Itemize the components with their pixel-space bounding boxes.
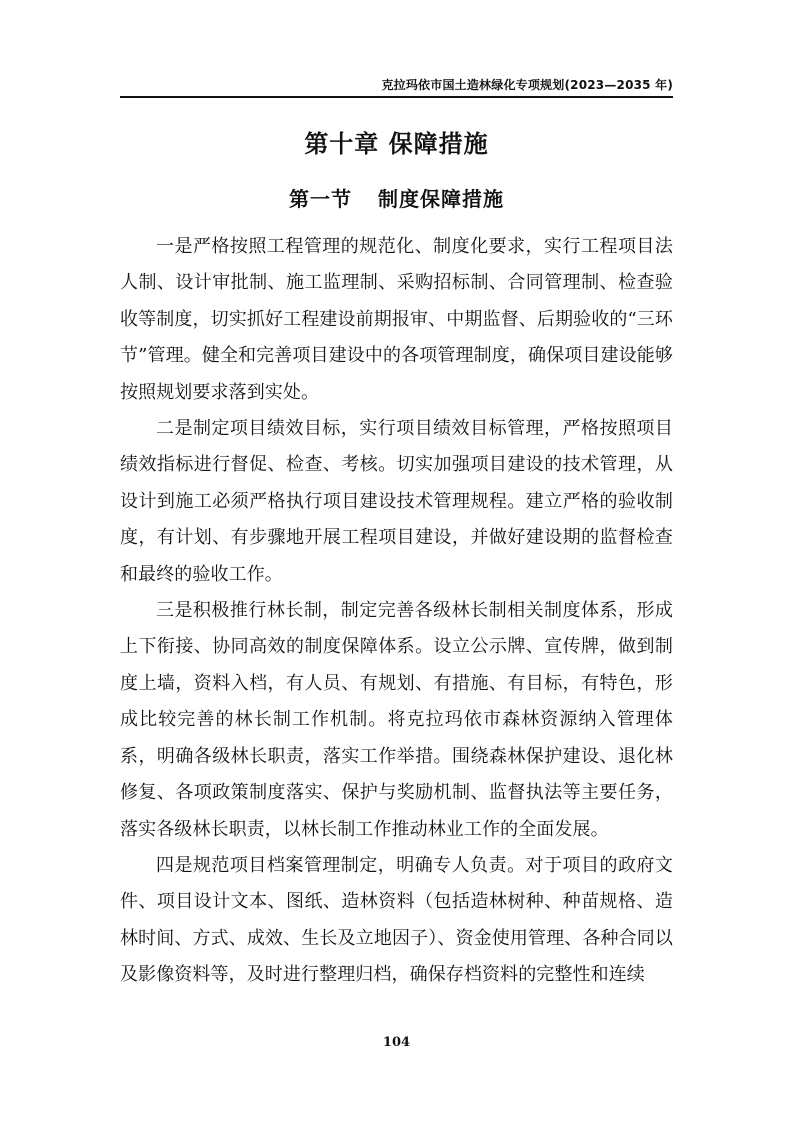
section-number: 第一节 [289, 187, 352, 211]
body-text [120, 229, 673, 994]
paragraph-3: 三是积极推行林长制，制定完善各级林长制相关制度体系，形成上下衔接、协同高效的制度保障体系。设立公示牌、宣传牌，做到制度上墙，资料入档，有人员、有规划、有措施、有目标，有特色，形成比较完善的林长制工作机制。将克拉玛依市森林资源纳入管理体系，明确各级林长职责，落实工作举措。围绕森林保护建设、退化林修复、各项政策制度落实、保护与奖励机制、监督执法等主要任务，落实各级林长职责，以林长制工作推动林业工作的全面发展。 [120, 600, 673, 840]
paragraph-1: 一是严格按照工程管理的规范化、制度化要求，实行工程项目法人制、设计审批制、施工监理制、采购招标制、合同管理制、检查验收等制度，切实抓好工程建设前期报审、中期监督、后期验收的“三环节”管理。健全和完善项目建设中的各项管理制度，确保项目建设能够按照规划要求落到实处。 [120, 236, 673, 403]
page-number: 104 [382, 1035, 411, 1050]
header-rule [120, 96, 673, 98]
paragraph-2: 二是制定项目绩效目标，实行项目绩效目标管理，严格按照项目绩效指标进行督促、检查、考核。切实加强项目建设的技术管理，从设计到施工必须严格执行项目建设技术管理规程。建立严格的验收制度，有计划、有步骤地开展工程项目建设，并做好建设期的监督检查和最终的验收工作。 [120, 418, 673, 585]
section-title [120, 183, 673, 212]
chapter-title: 第十章 保障措施 [304, 130, 489, 158]
paragraph-4: 四是规范项目档案管理制定，明确专人负责。对于项目的政府文件、项目设计文本、图纸、造林资料（包括造林树种、种苗规格、造林时间、方式、成效、生长及立地因子）、资金使用管理、各种合同以及影像资料等，及时进行整理归档，确保存档资料的完整性和连续 [120, 854, 673, 986]
section-heading: 制度保障措施 [378, 187, 504, 211]
running-header: 克拉玛依市国土造林绿化专项规划(2023—2035 年) [381, 78, 673, 92]
